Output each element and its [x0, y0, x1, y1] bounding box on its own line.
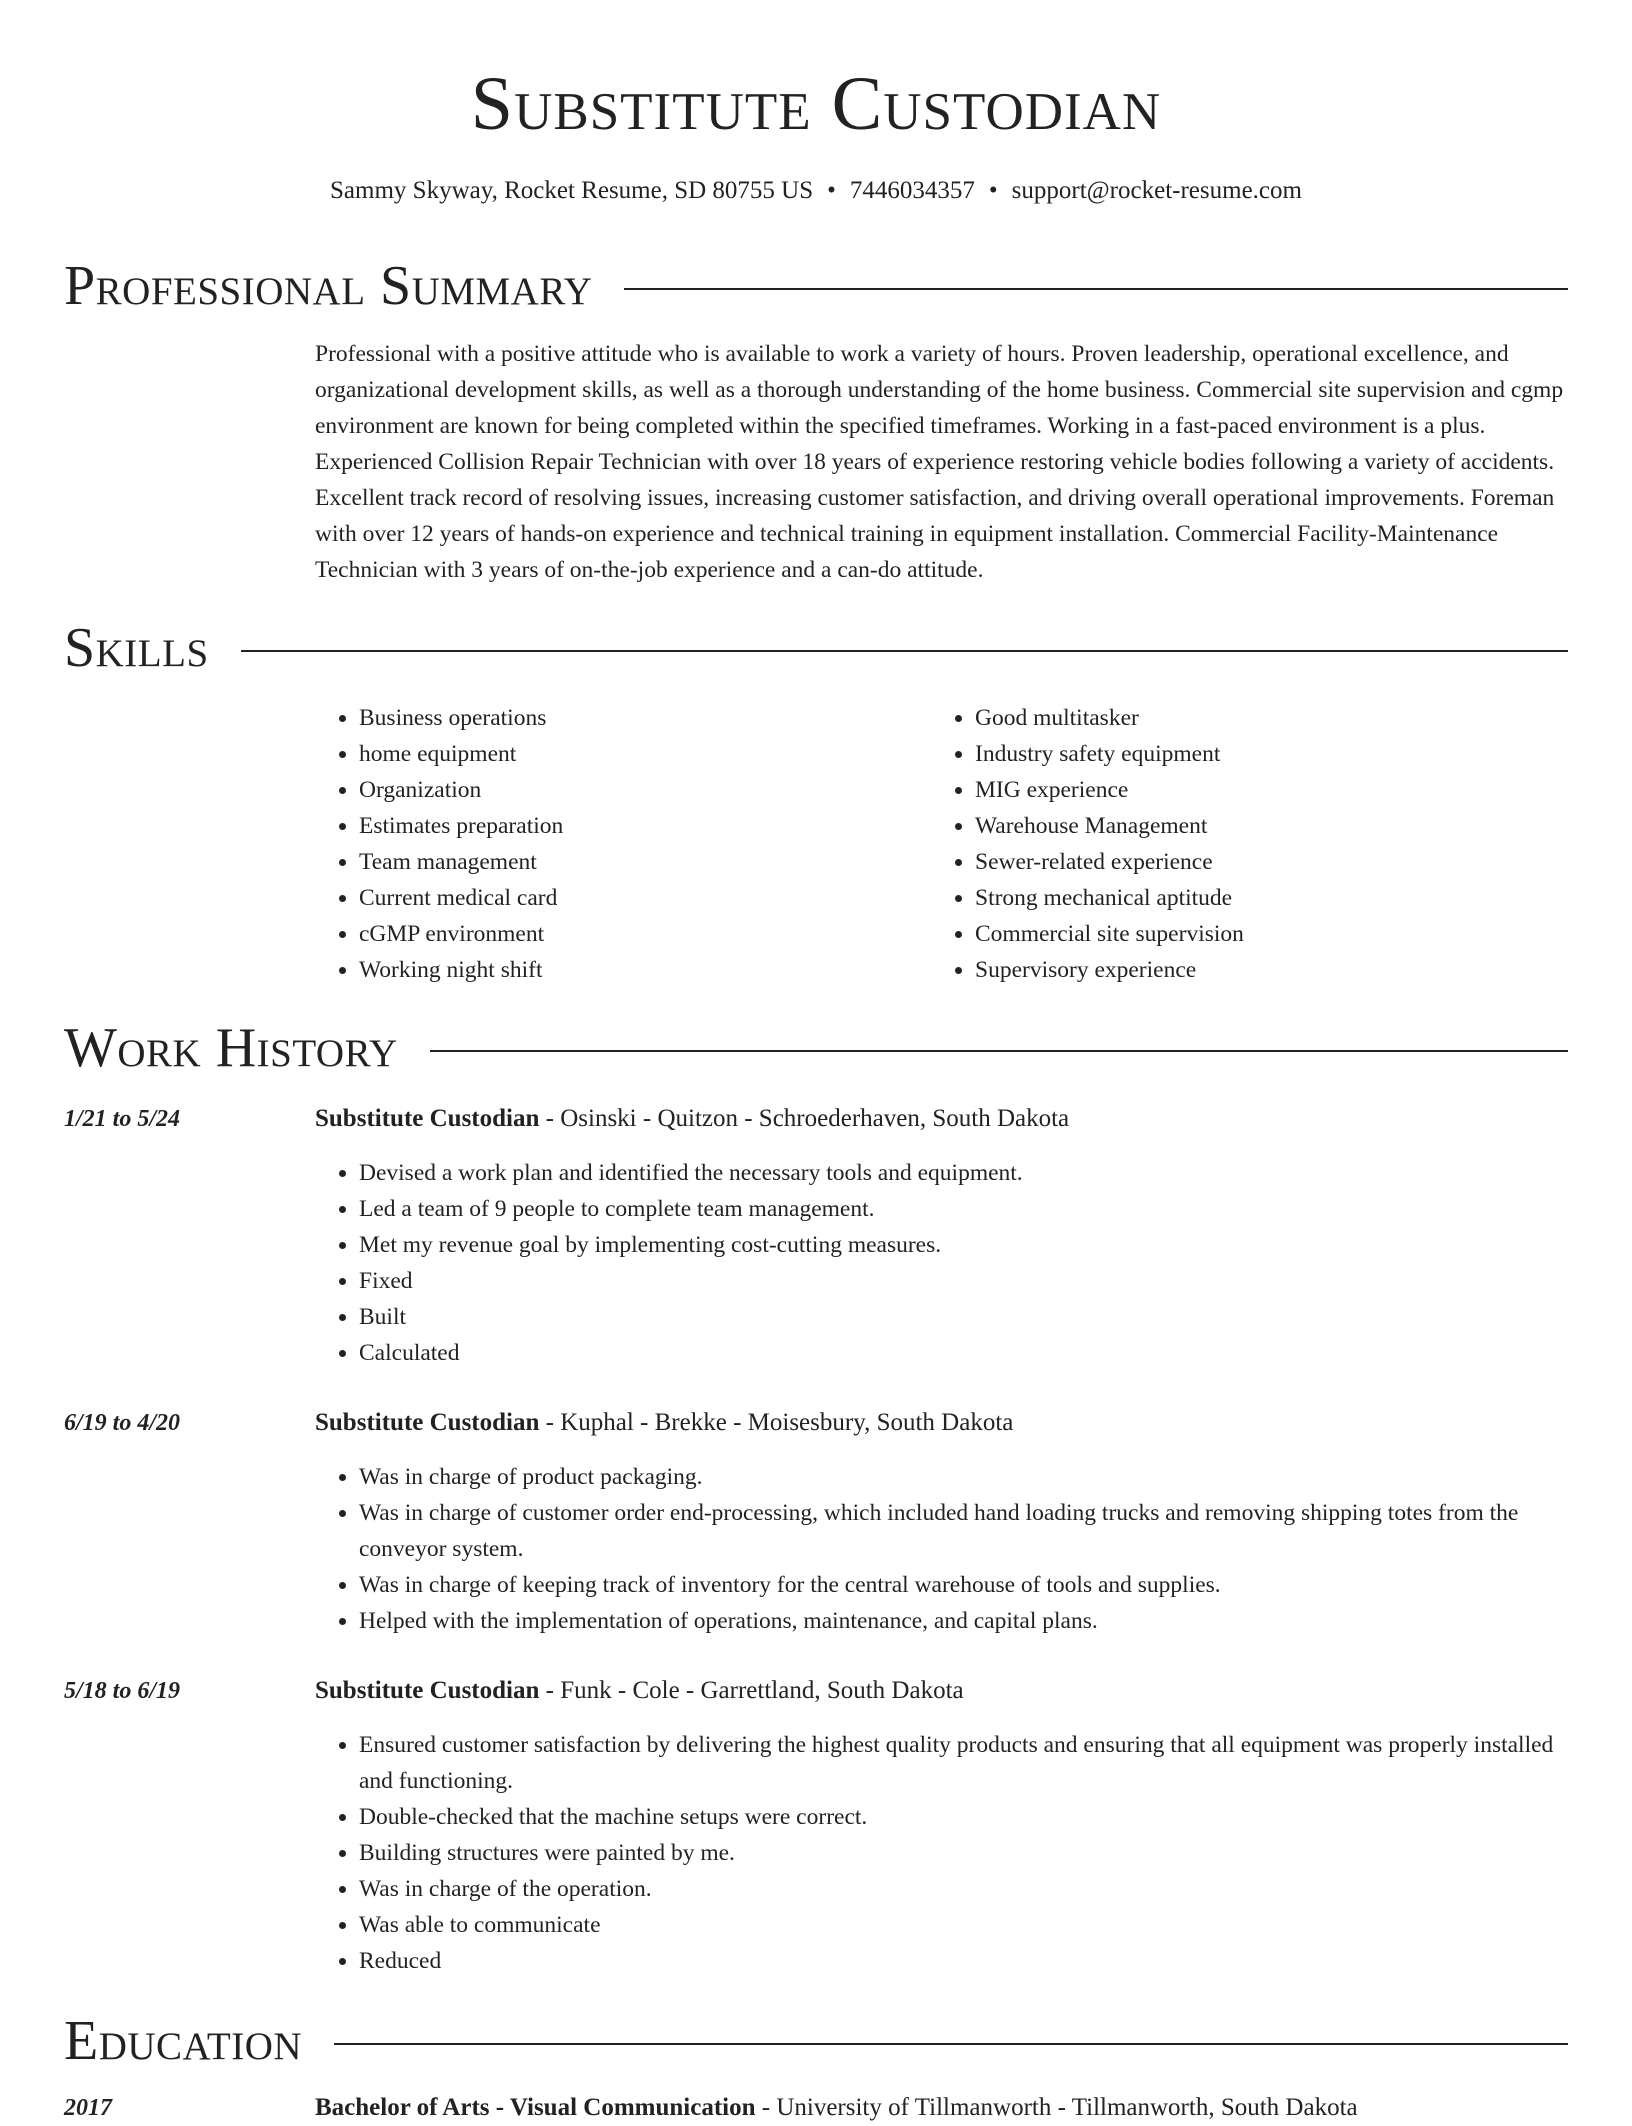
contact-separator: •: [988, 177, 998, 204]
job-bullet: • Was in charge of customer order end-processing, which included hand loading trucks and removing shipping totes from the conveyor system.: [359, 1495, 1568, 1567]
skill-item: • Organization: [359, 772, 975, 808]
skills-heading: Skills: [64, 617, 209, 679]
job-bullet: • Was able to communicate: [359, 1907, 1568, 1943]
job-details: - Funk - Cole - Garrettland, South Dakota: [539, 1677, 964, 1704]
section-divider: [430, 1050, 1568, 1052]
job-header: [315, 1101, 1069, 1137]
job-bullet: • Ensured customer satisfaction by delivering the highest quality products and ensuring that all equipment was properly installed and functioning.: [359, 1727, 1568, 1799]
contact-address: Sammy Skyway, Rocket Resume, SD 80755 US: [330, 177, 814, 204]
job-bullet: • Building structures were painted by me.: [359, 1835, 1568, 1871]
skill-item: • MIG experience: [975, 772, 1612, 808]
job-bullet: • Fixed: [359, 1263, 1568, 1299]
resume-page: [64, 0, 1568, 2121]
job-bullet-list: [315, 1727, 1568, 1979]
summary-section-heading: [64, 254, 1568, 318]
job-bullet: • Was in charge of product packaging.: [359, 1459, 1568, 1495]
skill-item: • home equipment: [359, 736, 975, 772]
education-degree: Bachelor of Arts - Visual Communication: [315, 2094, 756, 2121]
job-bullet: • Helped with the implementation of operations, maintenance, and capital plans.: [359, 1603, 1568, 1639]
job-dates: 6/19 to 4/20: [64, 1410, 181, 1436]
job-dates: 5/18 to 6/19: [64, 1678, 181, 1704]
skill-item: • Warehouse Management: [975, 808, 1612, 844]
job-role: Substitute Custodian: [315, 1409, 540, 1436]
summary-heading: Professional Summary: [64, 255, 593, 317]
skill-item: • cGMP environment: [359, 916, 975, 952]
skills-section-heading: [64, 616, 1568, 680]
section-divider: [334, 2043, 1568, 2045]
document-title: Substitute Custodian: [470, 62, 1162, 146]
skill-item: • Business operations: [359, 700, 975, 736]
skill-item: • Estimates preparation: [359, 808, 975, 844]
contact-line: [64, 174, 1568, 208]
skill-item: • Industry safety equipment: [975, 736, 1612, 772]
section-divider: [241, 650, 1568, 652]
skill-item: • Sewer-related experience: [975, 844, 1612, 880]
job-bullet: • Was in charge of the operation.: [359, 1871, 1568, 1907]
contact-email: support@rocket-resume.com: [1011, 177, 1302, 204]
section-divider: [624, 288, 1568, 290]
job-dates: 1/21 to 5/24: [64, 1106, 181, 1132]
education-heading: Education: [64, 2010, 303, 2072]
education-details: - University of Tillmanworth - Tillmanworth, South Dakota: [755, 2094, 1358, 2121]
skill-item: • Supervisory experience: [975, 952, 1612, 988]
summary-text: Professional with a positive attitude who is available to work a variety of hours. Proven leadership, operational excellence, and organizational development skills, as well as a thorough understanding of the home business. Commercial site supervision and cgmp environment are known for being completed within the specified timeframes. Working in a fast-paced environment is a plus. Experienced Collision Repair Technician with over 18 years of experience restoring vehicle bodies following a variety of accidents. Excellent track record of resolving issues, increasing customer satisfaction, and driving overall operational improvements. Foreman with over 12 years of hands-on experience and technical training in equipment installation. Commercial Facility-Maintenance Technician with 3 years of on-the-job experience and a can-do attitude.: [315, 341, 1564, 583]
job-bullet: • Double-checked that the machine setups were correct.: [359, 1799, 1568, 1835]
skills-list-left: [315, 700, 975, 988]
skill-item: • Team management: [359, 844, 975, 880]
job-bullet: • Led a team of 9 people to complete team management.: [359, 1191, 1568, 1227]
skill-item: • Working night shift: [359, 952, 975, 988]
skill-item: • Commercial site supervision: [975, 916, 1612, 952]
work-history-section-heading: [64, 1016, 1568, 1080]
job-header: [315, 1405, 1013, 1441]
education-year: 2017: [64, 2095, 112, 2121]
job-header: [315, 1673, 964, 1709]
contact-separator: •: [827, 177, 836, 204]
education-header: [315, 2090, 1358, 2126]
job-bullet: • Reduced: [359, 1943, 1568, 1979]
job-role: Substitute Custodian: [315, 1677, 540, 1704]
job-role: Substitute Custodian: [315, 1105, 540, 1132]
job-bullet: • Met my revenue goal by implementing cost-cutting measures.: [359, 1227, 1568, 1263]
job-bullet: • Devised a work plan and identified the necessary tools and equipment.: [359, 1155, 1568, 1191]
contact-phone: 7446034357: [849, 177, 975, 204]
job-bullet-list: [315, 1459, 1568, 1639]
job-bullet: • Built: [359, 1299, 1568, 1335]
skill-item: • Strong mechanical aptitude: [975, 880, 1612, 916]
skill-item: • Current medical card: [359, 880, 975, 916]
skills-list-right: [931, 700, 1612, 988]
work-history-heading: Work History: [64, 1017, 398, 1079]
job-bullet: • Was in charge of keeping track of inventory for the central warehouse of tools and supplies.: [359, 1567, 1568, 1603]
job-details: - Osinski - Quitzon - Schroederhaven, South Dakota: [539, 1105, 1070, 1132]
education-section-heading: [64, 2009, 1568, 2073]
job-bullet-list: [315, 1155, 1568, 1371]
job-details: - Kuphal - Brekke - Moisesbury, South Dakota: [539, 1409, 1014, 1436]
skill-item: • Good multitasker: [975, 700, 1612, 736]
job-bullet: • Calculated: [359, 1335, 1568, 1371]
